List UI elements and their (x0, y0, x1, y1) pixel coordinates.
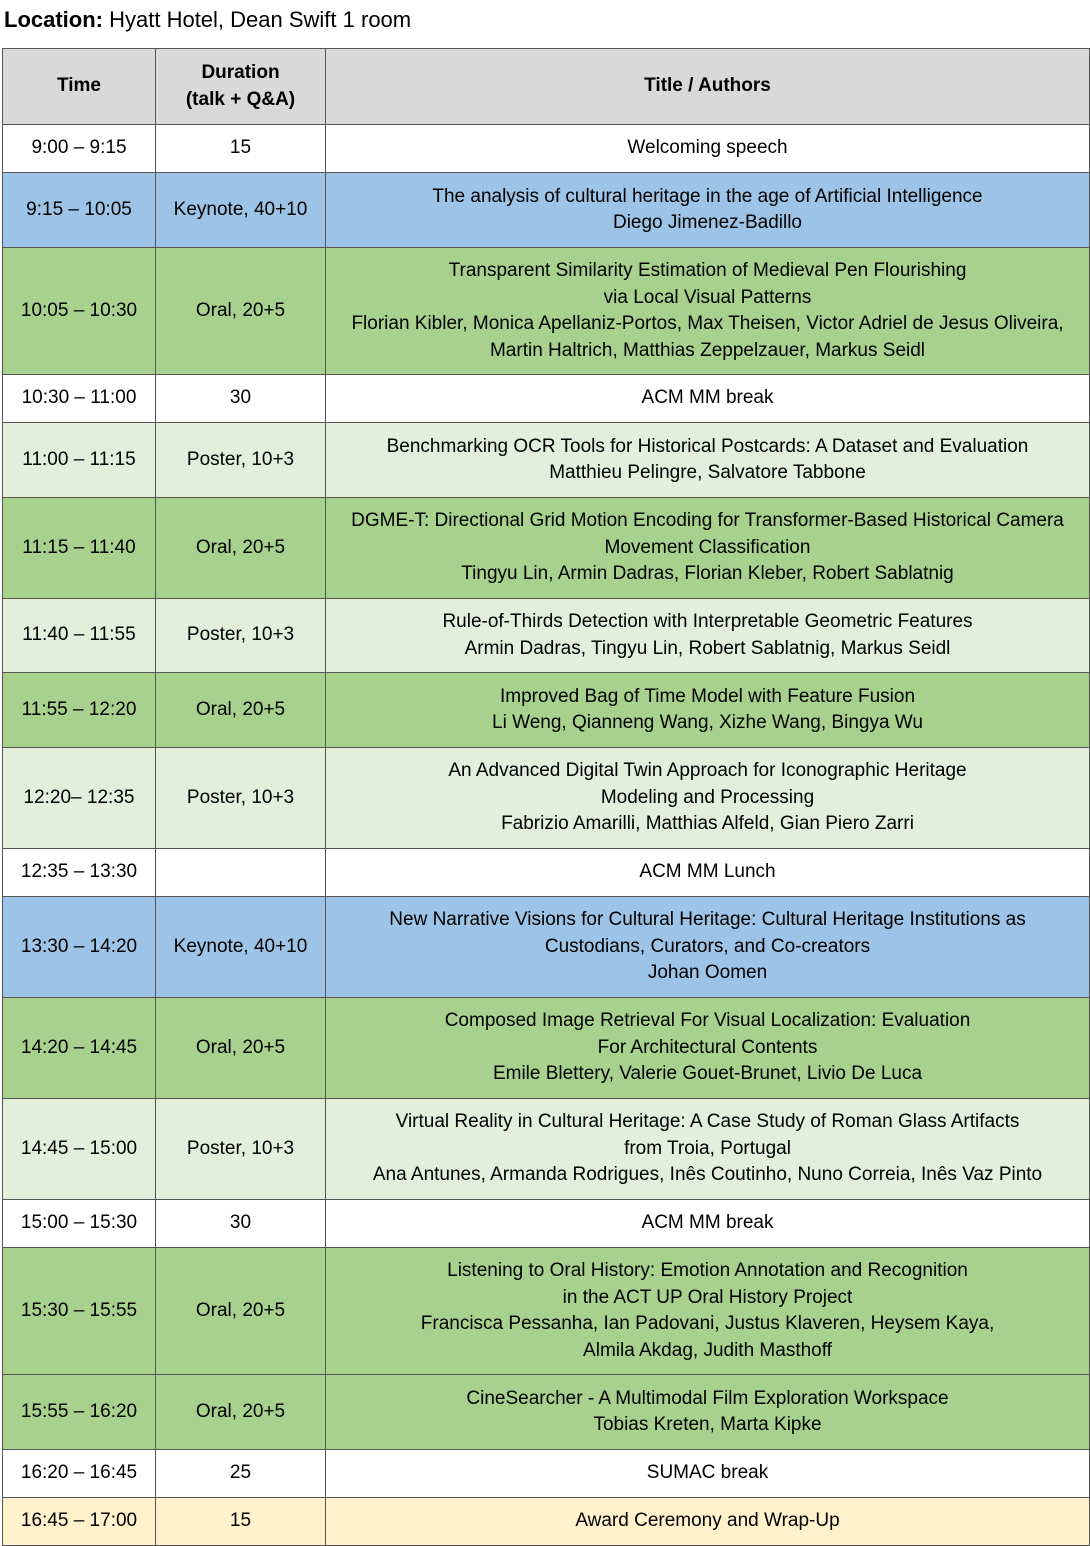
title-authors-line: in the ACT UP Oral History Project (562, 1286, 853, 1308)
cell-time: 11:00 – 11:15 (3, 423, 156, 498)
cell-duration: Poster, 10+3 (156, 1099, 326, 1200)
cell-time: 11:40 – 11:55 (3, 599, 156, 673)
title-authors-line: via Local Visual Patterns (603, 286, 812, 308)
table-row (3, 498, 1090, 599)
cell-time: 16:45 – 17:00 (3, 1498, 156, 1546)
table-row (3, 998, 1090, 1099)
title-authors-line: CineSearcher - A Multimodal Film Exploration Workspace (466, 1387, 949, 1409)
table-row (3, 125, 1090, 173)
cell-time: 12:20– 12:35 (3, 748, 156, 849)
title-authors-line: Ana Antunes, Armanda Rodrigues, Inês Coutinho, Nuno Correia, Inês Vaz Pinto (372, 1164, 1043, 1186)
table-row (3, 1099, 1090, 1200)
cell-title-authors (326, 849, 1090, 897)
title-authors-line: from Troia, Portugal (624, 1137, 791, 1159)
title-authors-line: Francisca Pessanha, Ian Padovani, Justus Klaveren, Heysem Kaya, (420, 1313, 995, 1334)
cell-duration: Poster, 10+3 (156, 423, 326, 498)
cell-time: 16:20 – 16:45 (3, 1450, 156, 1498)
header-title: Title / Authors (326, 49, 1090, 125)
table-row (3, 248, 1090, 375)
cell-time: 14:45 – 15:00 (3, 1099, 156, 1200)
cell-time: 15:55 – 16:20 (3, 1375, 156, 1450)
cell-duration: 30 (156, 1200, 326, 1248)
schedule-table (2, 48, 1090, 1546)
table-row (3, 748, 1090, 849)
cell-title-authors (326, 1450, 1090, 1498)
title-authors-line: Tobias Kreten, Marta Kipke (593, 1414, 822, 1435)
cell-time: 10:05 – 10:30 (3, 248, 156, 375)
title-authors-line: The analysis of cultural heritage in the age of Artificial Intelligence (432, 185, 983, 207)
title-authors-line: Martin Haltrich, Matthias Zeppelzauer, Markus Seidl (489, 339, 926, 361)
title-authors-line: Johan Oomen (647, 962, 768, 984)
location-label: Location: (4, 7, 103, 32)
title-authors-line: Welcoming speech (627, 137, 788, 159)
cell-title-authors (326, 375, 1090, 423)
title-authors-line: Matthieu Pelingre, Salvatore Tabbone (549, 462, 866, 483)
table-row (3, 1450, 1090, 1498)
title-authors-line: Benchmarking OCR Tools for Historical Postcards: A Dataset and Evaluation (386, 435, 1029, 457)
location-line (4, 6, 411, 34)
cell-duration: Oral, 20+5 (156, 673, 326, 748)
title-authors-line: Transparent Similarity Estimation of Medieval Pen Flourishing (448, 260, 967, 281)
cell-title-authors (326, 423, 1090, 498)
cell-title-authors (326, 173, 1090, 248)
cell-time: 11:55 – 12:20 (3, 673, 156, 748)
title-authors-line: Tingyu Lin, Armin Dadras, Florian Kleber, Robert Sablatnig (461, 563, 954, 585)
header-time: Time (3, 49, 156, 125)
cell-duration: 25 (156, 1450, 326, 1498)
cell-duration: Oral, 20+5 (156, 1248, 326, 1375)
title-authors-line: Florian Kibler, Monica Apellaniz-Portos, Max Theisen, Victor Adriel de Jesus Oliveira, (351, 313, 1064, 334)
cell-title-authors (326, 599, 1090, 673)
title-authors-line: Armin Dadras, Tingyu Lin, Robert Sablatnig, Markus Seidl (464, 637, 951, 659)
cell-time: 11:15 – 11:40 (3, 498, 156, 599)
cell-duration: 15 (156, 125, 326, 173)
title-authors-line: Listening to Oral History: Emotion Annotation and Recognition (447, 1260, 968, 1281)
title-authors-line: DGME-T: Directional Grid Motion Encoding for Transformer-Based Historical Camera (351, 510, 1064, 532)
title-authors-line: Modeling and Processing (600, 786, 815, 808)
title-authors-line: Improved Bag of Time Model with Feature Fusion (499, 685, 916, 707)
header-row (3, 49, 1090, 125)
title-authors-line: Rule-of-Thirds Detection with Interpretable Geometric Features (442, 611, 973, 632)
table-row (3, 375, 1090, 423)
cell-time: 15:00 – 15:30 (3, 1200, 156, 1248)
cell-time: 12:35 – 13:30 (3, 849, 156, 897)
title-authors-line: Fabrizio Amarilli, Matthias Alfeld, Gian Piero Zarri (501, 813, 914, 835)
title-authors-line: For Architectural Contents (597, 1036, 818, 1058)
cell-time: 15:30 – 15:55 (3, 1248, 156, 1375)
table-row (3, 1375, 1090, 1450)
cell-duration: Poster, 10+3 (156, 599, 326, 673)
title-authors-line: New Narrative Visions for Cultural Heritage: Cultural Heritage Institutions as (389, 909, 1026, 931)
cell-time: 9:00 – 9:15 (3, 125, 156, 173)
cell-duration: Keynote, 40+10 (156, 173, 326, 248)
table-row (3, 1248, 1090, 1375)
cell-title-authors (326, 1200, 1090, 1248)
header-duration-line1: Duration (201, 62, 280, 83)
title-authors-line: SUMAC break (646, 1462, 769, 1484)
title-authors-line: ACM MM break (641, 387, 774, 409)
table-row (3, 1200, 1090, 1248)
cell-duration: Oral, 20+5 (156, 248, 326, 375)
cell-title-authors (326, 748, 1090, 849)
title-authors-line: An Advanced Digital Twin Approach for Iconographic Heritage (448, 760, 967, 782)
cell-time: 13:30 – 14:20 (3, 897, 156, 998)
schedule-body (3, 125, 1090, 1546)
table-row (3, 599, 1090, 673)
header-duration (156, 49, 326, 125)
cell-duration (156, 849, 326, 897)
cell-title-authors (326, 1498, 1090, 1546)
title-authors-line: Diego Jimenez-Badillo (612, 212, 803, 233)
cell-title-authors (326, 498, 1090, 599)
cell-title-authors (326, 1099, 1090, 1200)
cell-time: 14:20 – 14:45 (3, 998, 156, 1099)
title-authors-line: Li Weng, Qianneng Wang, Xizhe Wang, Bingya Wu (492, 712, 923, 733)
title-authors-line: Movement Classification (604, 536, 811, 558)
cell-title-authors (326, 673, 1090, 748)
table-row (3, 897, 1090, 998)
table-row (3, 423, 1090, 498)
cell-duration: 15 (156, 1498, 326, 1546)
header-duration-line2: (talk + Q&A) (185, 88, 296, 110)
title-authors-line: Composed Image Retrieval For Visual Localization: Evaluation (444, 1010, 971, 1032)
title-authors-line: Virtual Reality in Cultural Heritage: A Case Study of Roman Glass Artifacts (395, 1111, 1020, 1133)
location-value: Hyatt Hotel, Dean Swift 1 room (103, 7, 412, 32)
cell-duration: Keynote, 40+10 (156, 897, 326, 998)
table-row (3, 1498, 1090, 1546)
cell-title-authors (326, 248, 1090, 375)
cell-duration: Oral, 20+5 (156, 998, 326, 1099)
cell-duration: Poster, 10+3 (156, 748, 326, 849)
cell-duration: Oral, 20+5 (156, 1375, 326, 1450)
cell-title-authors (326, 897, 1090, 998)
cell-title-authors (326, 1375, 1090, 1450)
title-authors-line: ACM MM Lunch (639, 861, 776, 883)
table-row (3, 173, 1090, 248)
cell-title-authors (326, 998, 1090, 1099)
cell-time: 10:30 – 11:00 (3, 375, 156, 423)
title-authors-line: Emile Blettery, Valerie Gouet-Brunet, Livio De Luca (492, 1063, 923, 1085)
cell-time: 9:15 – 10:05 (3, 173, 156, 248)
title-authors-line: ACM MM break (641, 1212, 774, 1234)
table-row (3, 673, 1090, 748)
cell-title-authors (326, 1248, 1090, 1375)
title-authors-line: Award Ceremony and Wrap-Up (575, 1510, 840, 1532)
title-authors-line: Custodians, Curators, and Co-creators (544, 935, 871, 957)
cell-duration: Oral, 20+5 (156, 498, 326, 599)
cell-title-authors (326, 125, 1090, 173)
cell-duration: 30 (156, 375, 326, 423)
table-row (3, 849, 1090, 897)
title-authors-line: Almila Akdag, Judith Masthoff (583, 1339, 832, 1361)
